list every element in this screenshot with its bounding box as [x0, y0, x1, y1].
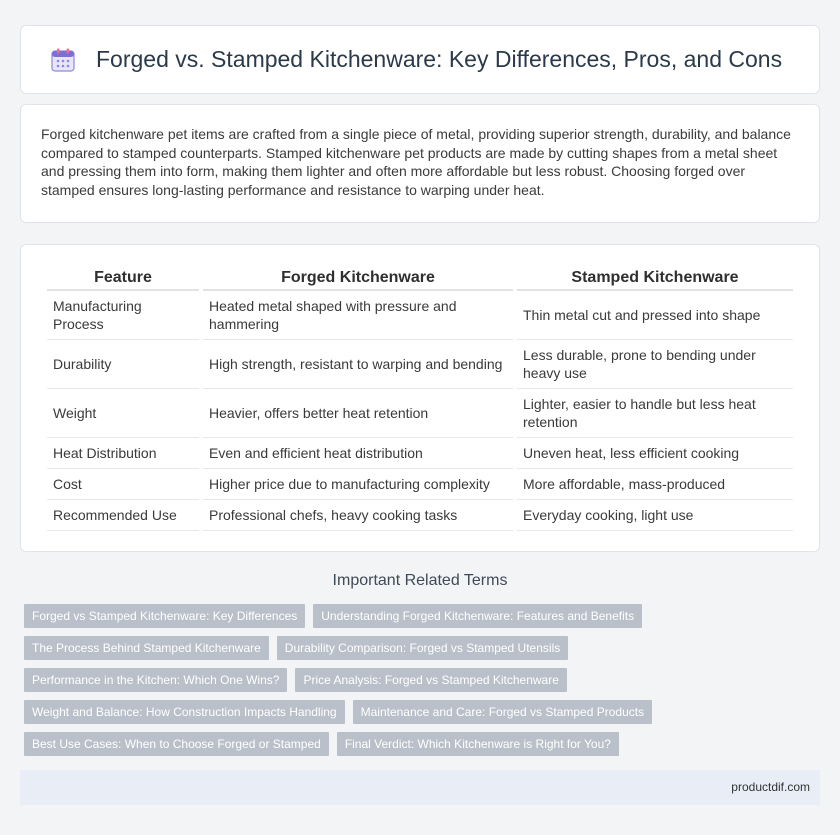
- footer: [20, 770, 820, 805]
- table-cell: Higher price due to manufacturing complexity: [203, 469, 513, 500]
- table-cell: Even and efficient heat distribution: [203, 438, 513, 469]
- intro-card: [20, 104, 820, 223]
- tag-row: [24, 636, 824, 660]
- table-row: [47, 438, 793, 469]
- table-cell: Thin metal cut and pressed into shape: [517, 291, 793, 340]
- table-row: [47, 389, 793, 438]
- table-cell: Uneven heat, less efficient cooking: [517, 438, 793, 469]
- header-stamped: Stamped Kitchenware: [517, 265, 793, 291]
- related-terms-title: Important Related Terms: [332, 572, 508, 589]
- related-term-tag[interactable]: Price Analysis: Forged vs Stamped Kitchenware: [295, 668, 566, 692]
- related-term-tag[interactable]: Final Verdict: Which Kitchenware is Right for You?: [337, 732, 619, 756]
- related-term-tag[interactable]: Maintenance and Care: Forged vs Stamped Products: [353, 700, 653, 724]
- table-row: [47, 340, 793, 389]
- tag-row: [24, 604, 824, 628]
- table-cell: More affordable, mass-produced: [517, 469, 793, 500]
- table-cell: Heat Distribution: [47, 438, 199, 469]
- related-term-tag[interactable]: Durability Comparison: Forged vs Stamped Utensils: [277, 636, 568, 660]
- table-cell: Weight: [47, 389, 199, 438]
- header-card: [20, 25, 820, 94]
- related-term-tag[interactable]: Understanding Forged Kitchenware: Features and Benefits: [313, 604, 642, 628]
- comparison-table: [43, 265, 797, 531]
- calendar-icon: [49, 46, 77, 74]
- tag-row: [24, 700, 824, 724]
- related-term-tag[interactable]: Forged vs Stamped Kitchenware: Key Differences: [24, 604, 305, 628]
- page-title: Forged vs. Stamped Kitchenware: Key Differences, Pros, and Cons: [96, 46, 783, 72]
- comparison-table-card: [20, 244, 820, 552]
- table-row: [47, 291, 793, 340]
- related-term-tag[interactable]: Weight and Balance: How Construction Impacts Handling: [24, 700, 345, 724]
- table-cell: Cost: [47, 469, 199, 500]
- table-cell: Manufacturing Process: [47, 291, 199, 340]
- tag-row: [24, 732, 824, 756]
- tag-row: [24, 668, 824, 692]
- related-terms-tags: [24, 604, 824, 764]
- footer-site-link[interactable]: productdif.com: [731, 780, 810, 794]
- intro-text: Forged kitchenware pet items are crafted from a single piece of metal, providing superior strength, durability, and balance compared to stamped counterparts. Stamped kitchenware pet products are made by cutting shapes from a metal sheet and pressing them into form, making them lighter and often more affordable but less robust. Choosing forged over stamped ensures long-lasting performance and resistance to warping under heat.: [41, 126, 791, 198]
- table-cell: Lighter, easier to handle but less heat retention: [517, 389, 793, 438]
- related-term-tag[interactable]: The Process Behind Stamped Kitchenware: [24, 636, 269, 660]
- table-row: [47, 500, 793, 531]
- table-cell: Professional chefs, heavy cooking tasks: [203, 500, 513, 531]
- table-cell: Everyday cooking, light use: [517, 500, 793, 531]
- table-cell: Durability: [47, 340, 199, 389]
- table-row: [47, 469, 793, 500]
- header-forged: Forged Kitchenware: [203, 265, 513, 291]
- header-feature: Feature: [47, 265, 199, 291]
- table-cell: Recommended Use: [47, 500, 199, 531]
- table-cell: Heated metal shaped with pressure and hammering: [203, 291, 513, 340]
- related-term-tag[interactable]: Best Use Cases: When to Choose Forged or Stamped: [24, 732, 329, 756]
- table-cell: High strength, resistant to warping and bending: [203, 340, 513, 389]
- table-header-row: [47, 265, 793, 291]
- table-cell: Less durable, prone to bending under heavy use: [517, 340, 793, 389]
- table-cell: Heavier, offers better heat retention: [203, 389, 513, 438]
- related-term-tag[interactable]: Performance in the Kitchen: Which One Wins?: [24, 668, 287, 692]
